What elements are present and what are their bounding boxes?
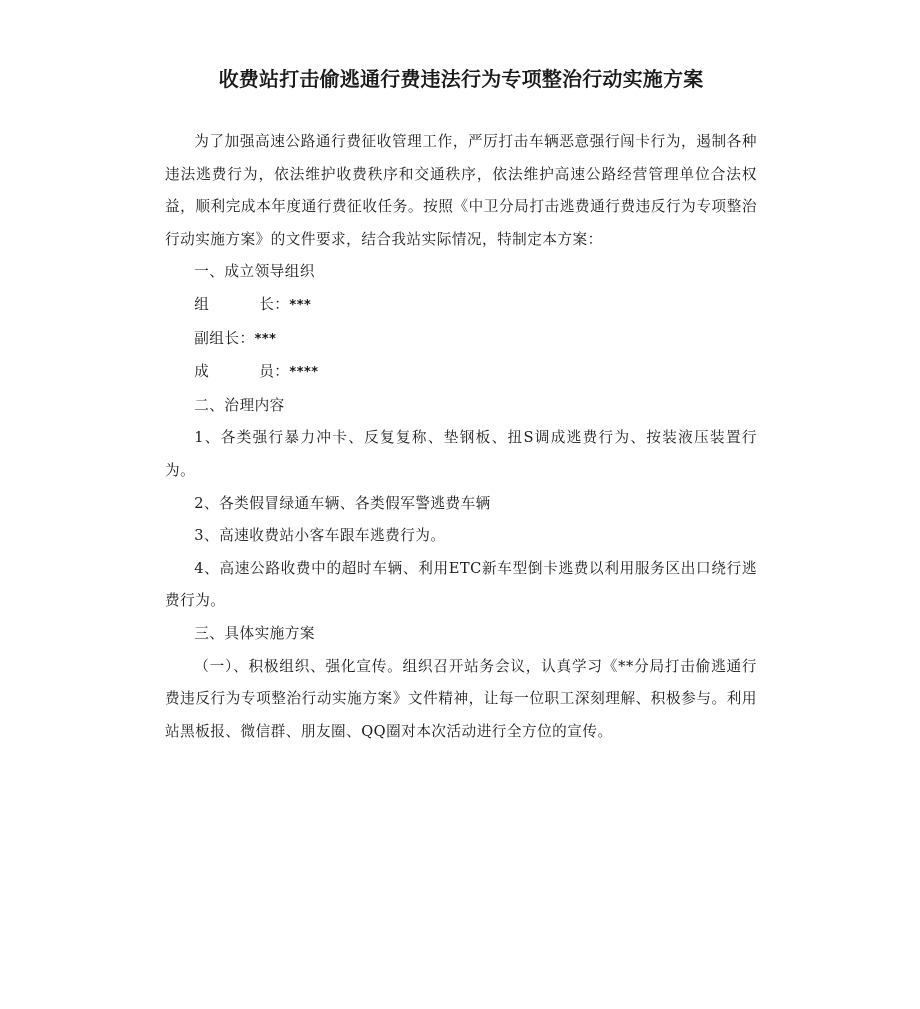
list-item: 2、各类假冒绿通车辆、各类假军警逃费车辆 [194, 494, 491, 512]
deputy-value: *** [254, 331, 277, 347]
section-heading-leadership: 一、成立领导组织 [194, 263, 315, 281]
leader-row-members [165, 356, 757, 390]
list-item: 4、高速公路收费中的超时车辆、利用ETC新车型倒卡逃费以利用服务区出口绕行逃费行为。 [165, 559, 757, 610]
document-title: 收费站打击偷逃通行费违法行为专项整治行动实施方案 [218, 67, 704, 91]
members-role-first-char: 成 [194, 363, 210, 381]
list-item: 1、各类强行暴力冲卡、反复复称、垫钢板、扭S调成逃费行为、按装液压装置行为。 [165, 429, 757, 479]
leader-row-head [165, 289, 757, 323]
deputy-role: 副组长： [194, 329, 255, 347]
leader-role-last-char: 长： [259, 295, 290, 313]
document-body [165, 126, 757, 748]
members-value: **** [289, 365, 319, 381]
section-heading-plan: 三、具体实施方案 [194, 624, 315, 642]
members-role-last-char: 员： [259, 363, 290, 381]
intro-paragraph: 为了加强高速公路通行费征收管理工作，严厉打击车辆恶意强行闯卡行为，遏制各种违法逃费行为，依法维护收费秩序和交通秩序，依法维护高速公路经营管理单位合法权益，顺利完成本年度通行费征收任务。按照《中卫分局打击逃费通行费违反行为专项整治行动实施方案》的文件要求，结合我站实际情况，特制定本方案： [165, 133, 757, 248]
section-heading-content: 二、治理内容 [194, 396, 285, 414]
list-item: 3、高速收费站小客车跟车逃费行为。 [194, 527, 446, 545]
subsection-paragraph: （一）、积极组织、强化宣传。组织召开站务会议，认真学习《**分局打击偷逃通行费违反行为专项整治行动实施方案》文件精神，让每一位职工深刻理解、积极参与。利用站黑板报、微信群、朋友圈、QQ圈对本次活动进行全方位的宣传。 [165, 657, 757, 740]
leader-role-first-char: 组 [194, 295, 210, 313]
leader-value: *** [289, 297, 312, 313]
leader-row-deputy [165, 323, 757, 357]
